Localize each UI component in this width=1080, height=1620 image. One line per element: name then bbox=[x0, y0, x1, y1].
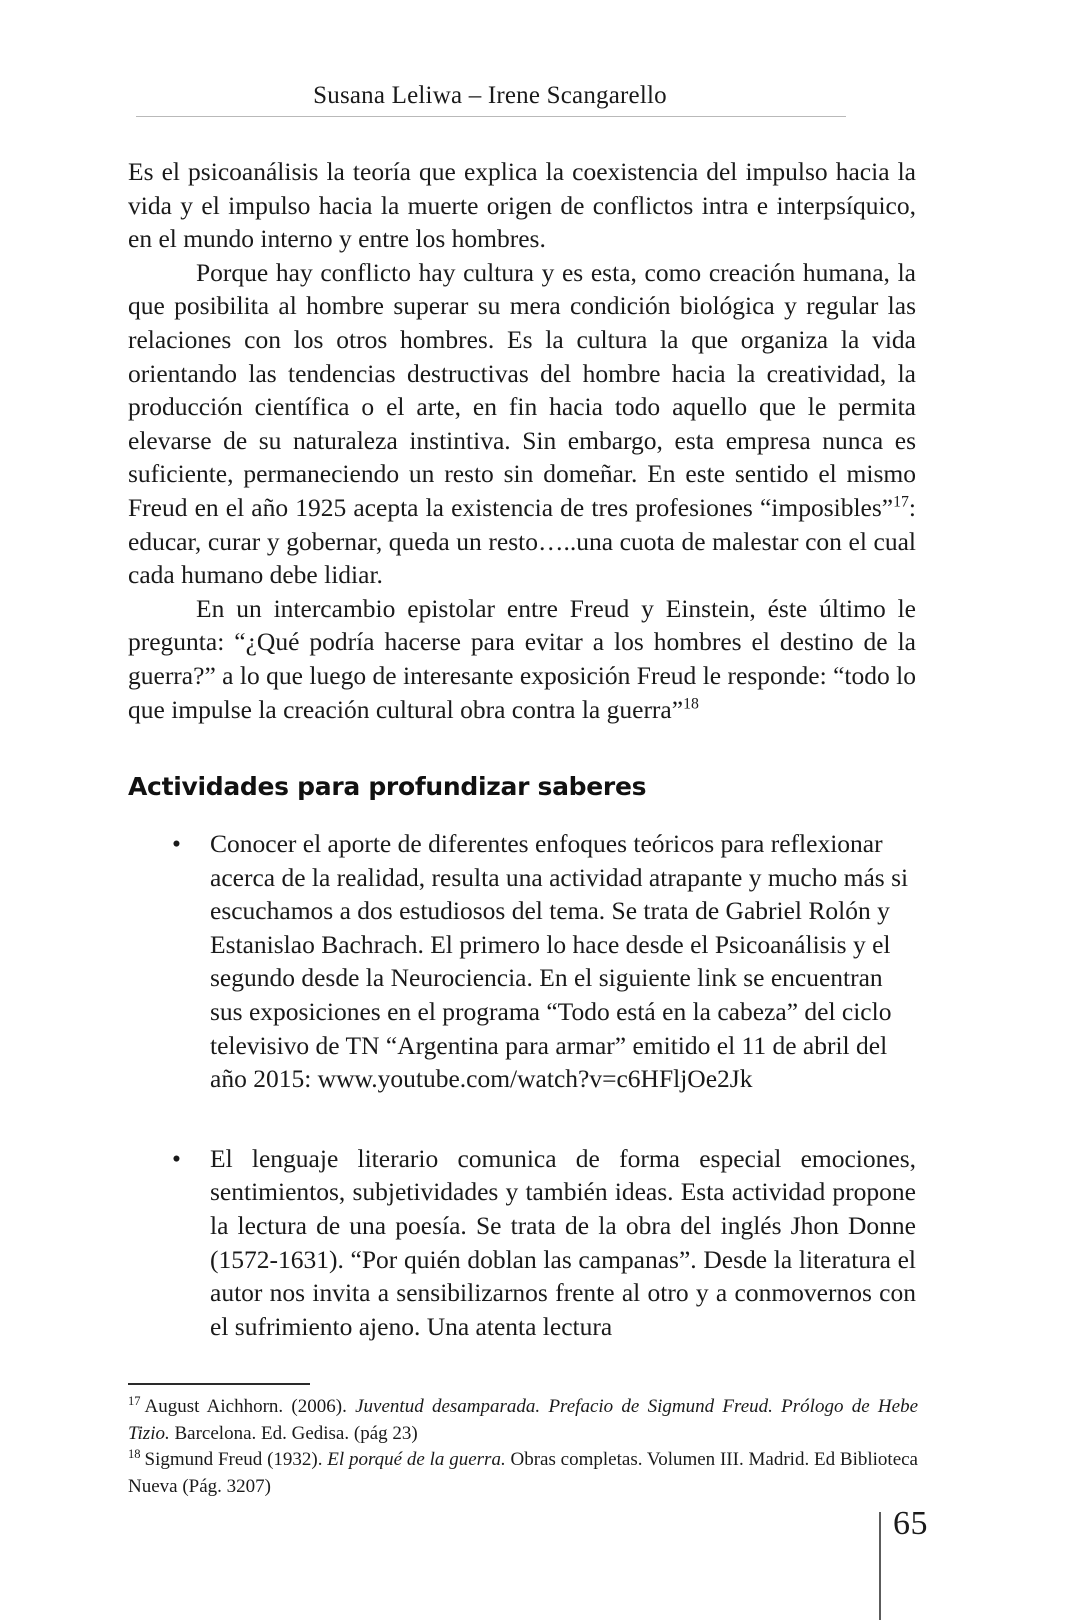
footnote-17 bbox=[128, 1394, 918, 1447]
footnote-18-title: El porqué de la guerra. bbox=[327, 1449, 506, 1470]
section-heading-actividades: Actividades para profundizar saberes bbox=[128, 772, 647, 802]
main-text-column bbox=[128, 155, 916, 1343]
footnote-ref-18[interactable]: 18 bbox=[683, 695, 699, 712]
footnote-18 bbox=[128, 1447, 918, 1500]
footnote-marker-17: 17 bbox=[128, 1393, 141, 1408]
footnote-18-part1: Sigmund Freud (1932). bbox=[144, 1449, 328, 1470]
bullet-icon: • bbox=[172, 829, 181, 859]
paragraph-2-text-before-ref: Porque hay conflicto hay cultura y es esta, como creación humana, la que posibilita al hombre superar su mera condición biológica y regular las relaciones con los otros hombres. Es la cultura la que organiza la vida orientando las tendencias destructivas del hombre hacia la creatividad, la producción científica o el arte, en fin hacia todo aquello que le permita elevarse de su naturaleza instintiva. Sin embargo, esta empresa nunca es suficiente, permaneciendo un resto sin domeñar. En este sentido el mismo Freud en el año 1925 acepta la existencia de tres profesiones “imposibles” bbox=[128, 257, 916, 522]
header-divider bbox=[136, 116, 846, 117]
footnote-18-part2: Obras completas. Volumen III. Madrid. Ed Biblioteca Nueva (Pág. 3207) bbox=[128, 1449, 918, 1497]
page-number: 65 bbox=[893, 1505, 928, 1542]
bullet-icon: • bbox=[172, 1143, 181, 1173]
footnote-separator bbox=[128, 1383, 310, 1385]
folio-rule bbox=[879, 1512, 881, 1620]
paragraph-2 bbox=[128, 256, 916, 592]
list-item bbox=[128, 827, 916, 1096]
footnote-17-part2: Barcelona. Ed. Gedisa. (pág 23) bbox=[169, 1422, 418, 1444]
footnote-ref-17[interactable]: 17 bbox=[893, 493, 909, 511]
running-head: Susana Leliwa – Irene Scangarello bbox=[313, 82, 667, 109]
list-item bbox=[128, 1142, 916, 1344]
paragraph-3 bbox=[128, 592, 916, 726]
footnote-17-part1: August Aichhorn. (2006). bbox=[144, 1396, 356, 1417]
footnotes-block bbox=[128, 1394, 918, 1500]
paragraph-2-text-after-ref: : educar, curar y gobernar, queda un resto…..una cuota de malestar con el cual cada humano debe lidiar. bbox=[128, 492, 916, 590]
footnote-marker-18: 18 bbox=[128, 1446, 141, 1461]
activities-list bbox=[128, 827, 916, 1343]
paragraph-3-text-before-ref: En un intercambio epistolar entre Freud y Einstein, éste último le pregunta: “¿Qué podría hacerse para evitar a los hombres el destino de la guerra?” a lo que luego de interesante exposición Freud le responde: “todo lo que impulse la creación cultural obra contra la guerra” bbox=[128, 593, 916, 724]
footnote-17-title: Juventud desamparada. Prefacio de Sigmund Freud. Prólogo de Hebe Tizio. bbox=[128, 1396, 919, 1444]
list-item-text: El lenguaje literario comunica de forma especial emociones, sentimientos, subjetividades y también ideas. Esta actividad propone la lectura de una poesía. Se trata de la obra del inglés Jhon Donne (1572-1631). “Por quién doblan las campanas”. Desde la literatura el autor nos invita a sensibilizarnos frente al otro y a conmovernos con el sufrimiento ajeno. Una atenta lectura bbox=[210, 1143, 916, 1341]
list-item-text: Conocer el aporte de diferentes enfoques teóricos para reflexionar acerca de la realidad, resulta una actividad atrapante y mucho más si escuchamos a dos estudiosos del tema. Se trata de Gabriel Rolón y Estanislao Bachrach. El primero lo hace desde el Psicoanálisis y el segundo desde la Neurociencia. En el siguiente link se encuentran sus exposiciones en el programa “Todo está en la cabeza” del ciclo televisivo de TN “Argentina para armar” emitido el 11 de abril del año 2015: www.youtube.com/watch?v=c6HFljOe2Jk bbox=[210, 829, 909, 1094]
paragraph-1: Es el psicoanálisis la teoría que explica la coexistencia del impulso hacia la vida y el impulso hacia la muerte origen de conflictos intra e interpsíquico, en el mundo interno y entre los hombres. bbox=[128, 157, 916, 254]
